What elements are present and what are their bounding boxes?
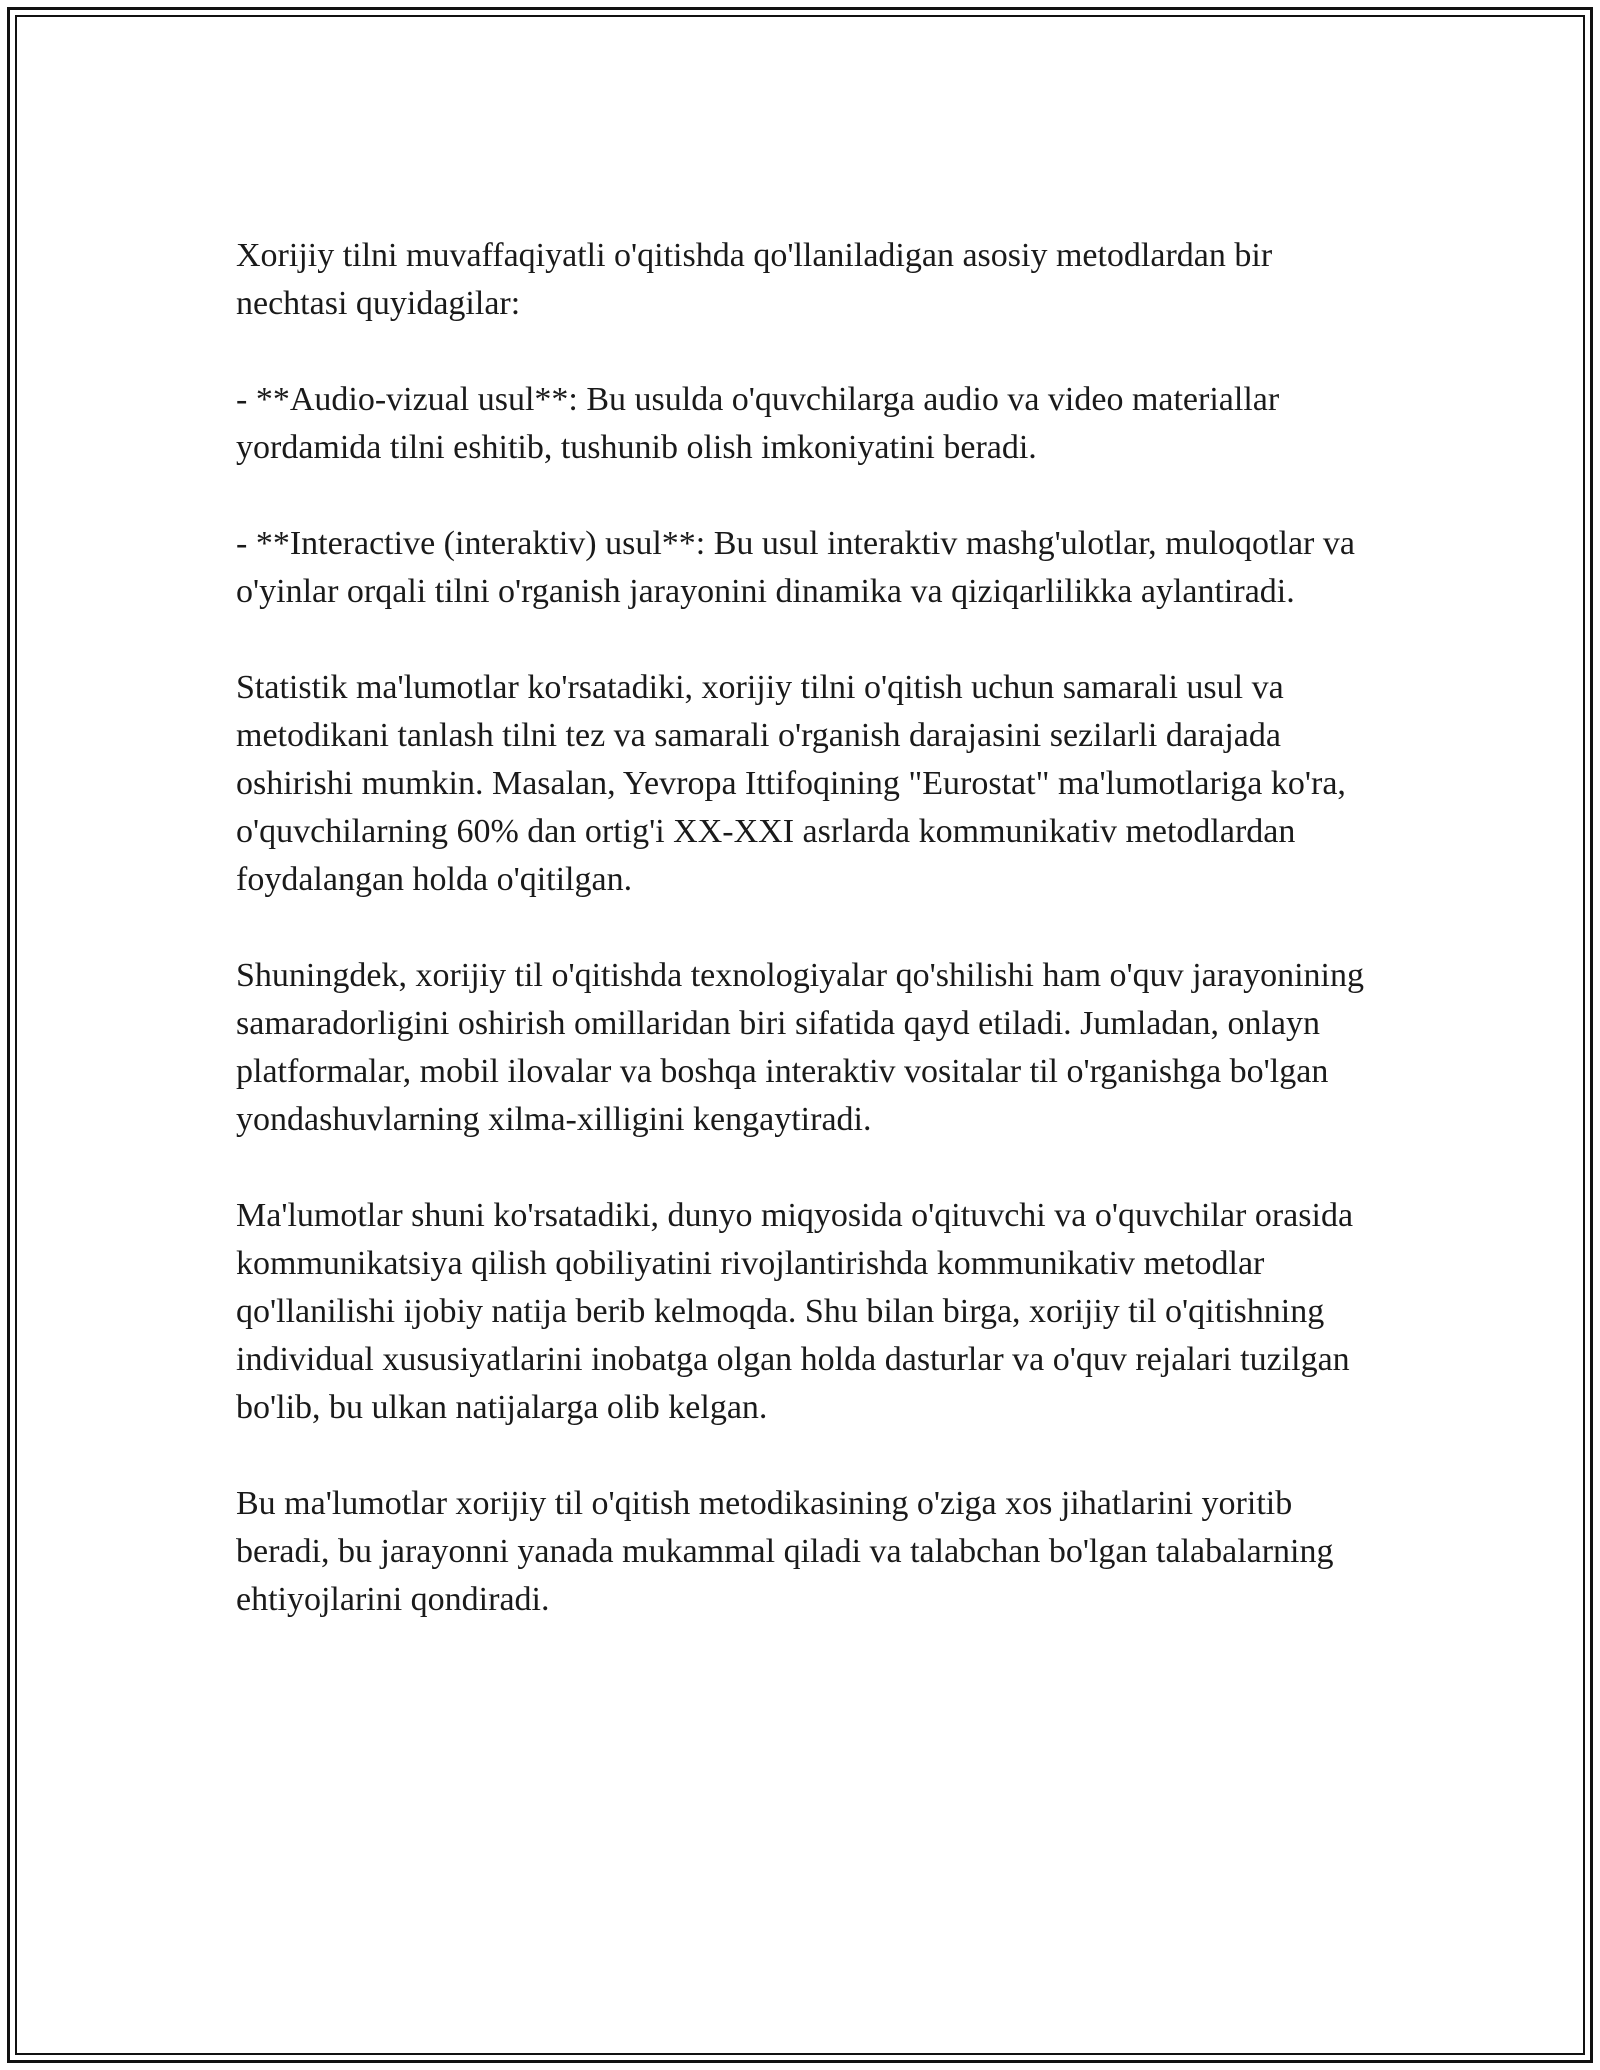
communicative-methods-paragraph: Ma'lumotlar shuni ko'rsatadiki, dunyo miqyosida o'qituvchi va o'quvchilar orasida kommunikatsiya qilish qobiliyatini rivojlantirishda kommunikativ metodlar qo'llanilishi ijobiy natija berib kelmoqda. Shu bilan birga, xorijiy til o'qitishning individual xususiyatlarini inobatga olgan holda dasturlar va o'quv rejalari tuzilgan bo'lib, bu ulkan natijalarga olib kelgan. xyxy=(236,1197,1354,1426)
statistics-paragraph: Statistik ma'lumotlar ko'rsatadiki, xorijiy tilni o'qitish uchun samarali usul va metodikani tanlash tilni tez va samarali o'rganish darajasini sezilarli darajada oshirishi mumkin. Masalan, Yevropa Ittifoqining "Eurostat" ma'lumotlariga ko'ra, o'quvchilarning 60% dan ortig'i XX-XXI asrlarda kommunikativ metodlardan foydalangan holda o'qitilgan. xyxy=(236,669,1346,898)
conclusion-paragraph: Bu ma'lumotlar xorijiy til o'qitish metodikasining o'ziga xos jihatlarini yoritib beradi, bu jarayonni yanada mukammal qiladi va talabchan bo'lgan talabalarning ehtiyojlarini qondiradi. xyxy=(236,1485,1334,1618)
audio-visual-method-paragraph: - **Audio-vizual usul**: Bu usulda o'quvchilarga audio va video materiallar yordamida tilni eshitib, tushunib olish imkoniyatini beradi. xyxy=(236,381,1280,466)
document-body xyxy=(236,232,1386,1624)
interactive-method-paragraph: - **Interactive (interaktiv) usul**: Bu usul interaktiv mashg'ulotlar, muloqotlar va o'yinlar orqali tilni o'rganish jarayonini dinamika va qiziqarlilikka aylantiradi. xyxy=(236,525,1355,610)
technology-paragraph: Shuningdek, xorijiy til o'qitishda texnologiyalar qo'shilishi ham o'quv jarayonining samaradorligini oshirish omillaridan biri sifatida qayd etiladi. Jumladan, onlayn platformalar, mobil ilovalar va boshqa interaktiv vositalar til o'rganishga bo'lgan yondashuvlarning xilma-xilligini kengaytiradi. xyxy=(236,957,1364,1138)
intro-paragraph: Xorijiy tilni muvaffaqiyatli o'qitishda qo'llaniladigan asosiy metodlardan bir nechtasi quyidagilar: xyxy=(236,237,1273,322)
